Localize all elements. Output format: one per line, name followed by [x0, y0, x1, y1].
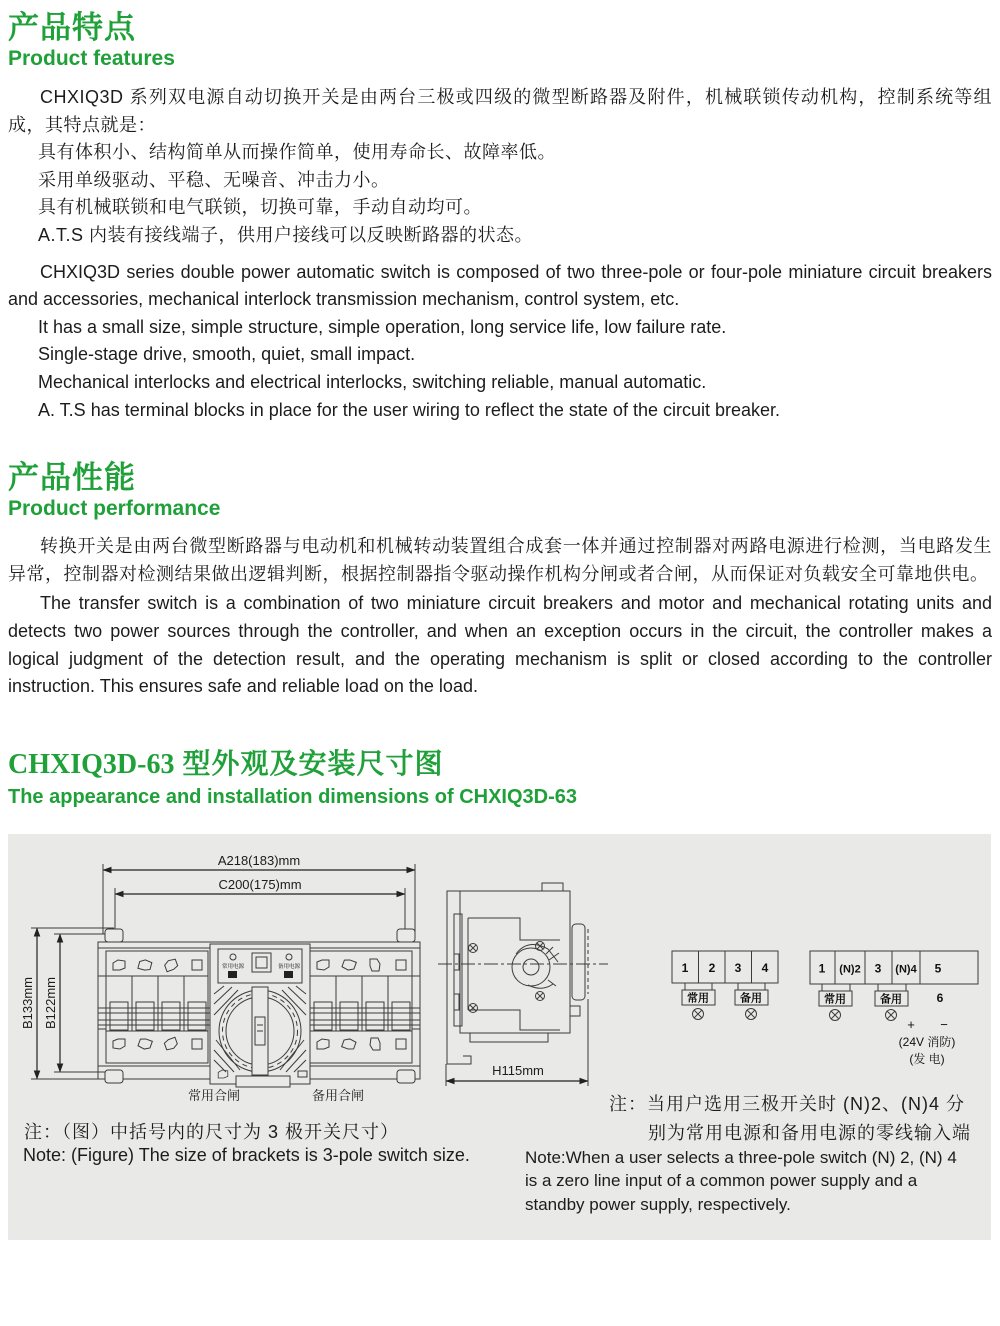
indicator-mark — [228, 971, 237, 978]
terminal-cell-6: 6 — [936, 990, 944, 1005]
performance-title-en: Product performance — [8, 497, 221, 521]
indicator-label-normal: 常用电源 — [221, 963, 245, 970]
dimensions-title-zh — [8, 747, 992, 782]
indicator-label-standby: 备用电源 — [277, 963, 301, 970]
terminal-block-a — [672, 951, 778, 1020]
terminal-label-normal: 常用 — [824, 993, 846, 1006]
features-intro-zh: CHXIQ3D 系列双电源自动切换开关是由两台三极或四级的微型断路器及附件，机械联锁传动机构，控制系统等组成，其特点就是： — [8, 87, 992, 135]
note-right-zh-line2: 别为常用电源和备用电源的零线输入端 — [648, 1122, 971, 1143]
performance-body-zh: 转换开关是由两台微型断路器与电动机和机械转动装置组合成套一体并通过控制器对两路电源进行检测，当电路发生异常，控制器对检测结果做出逻辑判断，根据控制器指令驱动操作机构分闸或者合闸，从而保证对负载安全可靠地供电。 — [8, 536, 992, 584]
section-dimensions — [8, 747, 992, 809]
terminal-cell: 3 — [734, 960, 742, 975]
note-right-en: Note:When a user selects a three-pole switch (N) 2, (N) 4 is a zero line input of a common power supply and a standby power supply, respectively. — [525, 1147, 957, 1214]
dim-b133-label: B133mm — [20, 976, 35, 1029]
features-bullet-zh: 具有体积小、结构简单从而操作简单，使用寿命长、故障率低。 — [38, 142, 556, 163]
terminal-label-standby: 备用 — [740, 992, 762, 1005]
features-intro-en: CHXIQ3D series double power automatic switch is composed of two three-pole or four-pole miniature circuit breakers and accessories, mechanical interlock transmission mechanism, control system, etc. — [8, 261, 992, 310]
note-left-zh: 注：（图）中括号内的尺寸为 3 极开关尺寸） — [24, 1121, 400, 1142]
dimensions-title-en: The appearance and installation dimensions of CHXIQ3D-63 — [8, 785, 578, 808]
dimension-diagram-panel — [8, 834, 991, 1240]
breaker-bank-right — [308, 951, 420, 1063]
terminal-cell: 4 — [761, 960, 769, 975]
transfer-mechanism-module — [210, 944, 310, 1087]
screw-icon — [469, 941, 545, 1012]
terminal-cell: 1 — [818, 961, 826, 976]
generator-label: (发 电) — [909, 1051, 945, 1066]
fire-24v-label: (24V 消防) — [898, 1034, 956, 1049]
front-view-drawing — [20, 853, 420, 1103]
terminal-cell: (N)4 — [895, 963, 917, 976]
performance-title-zh: 产品性能 — [8, 460, 136, 496]
features-bullet-en: Single-stage drive, smooth, quiet, small impact. — [38, 344, 416, 365]
label-normal-closing: 常用合闸 — [187, 1087, 241, 1103]
lamp-icon — [693, 1008, 704, 1019]
plus-sign: + — [907, 1016, 915, 1032]
mounting-clip — [105, 1070, 123, 1083]
mounting-clip — [105, 929, 123, 942]
features-bullet-en: A. T.S has terminal blocks in place for the user wiring to reflect the state of the circuit breaker. — [38, 399, 781, 420]
features-bullet-en: It has a small size, simple structure, simple operation, long service life, low failure rate. — [38, 316, 727, 337]
note-right-zh-line1: 注：当用户选用三极开关时 (N)2、(N)4 分 — [609, 1093, 965, 1114]
features-bullet-en: Mechanical interlocks and electrical interlocks, switching reliable, manual automatic. — [38, 371, 707, 392]
features-title-en: Product features — [8, 47, 175, 70]
lamp-icon — [830, 1009, 841, 1020]
latch-mechanism — [512, 948, 550, 986]
dim-a-label: A218(183)mm — [217, 852, 301, 868]
section-product-performance — [8, 460, 992, 701]
features-bullet-zh: A.T.S 内装有接线端子，供用户接线可以反映断路器的状态。 — [38, 224, 534, 245]
lamp-icon — [746, 1008, 757, 1019]
section-product-features — [8, 10, 992, 424]
minus-sign: − — [940, 1016, 948, 1032]
features-bullet-zh: 采用单级驱动、平稳、无噪音、冲击力小。 — [38, 169, 390, 190]
side-view-drawing — [438, 883, 608, 1086]
dim-h-label: H115mm — [492, 1062, 544, 1078]
terminal-cell: 1 — [681, 960, 689, 975]
terminal-label-standby: 备用 — [880, 993, 902, 1006]
terminal-cell: 3 — [874, 961, 882, 976]
terminal-cell: (N)2 — [839, 963, 861, 976]
dimensions-title-zh-rest: 型外观及安装尺寸图 — [182, 747, 444, 779]
dim-c-label: C200(175)mm — [218, 876, 302, 892]
note-left-en: Note: (Figure) The size of brackets is 3-pole switch size. — [23, 1144, 470, 1165]
lamp-icon — [886, 1009, 897, 1020]
label-standby-closing: 备用合闸 — [311, 1087, 365, 1103]
terminal-label-normal: 常用 — [687, 992, 709, 1005]
mounting-clip — [397, 929, 415, 942]
breaker-bank-left — [98, 951, 212, 1063]
dim-b122-label: B122mm — [43, 976, 58, 1029]
mounting-clip — [397, 1070, 415, 1083]
performance-body-en: The transfer switch is a combination of two miniature circuit breakers and motor and mechanical rotating units and detects two power sources through the controller, and when an exception occurs in the circuit, the controller makes a logical judgment of the detection result, and the operating mechanism is split or closed according to the controller instruction. This ensures safe and reliable load on the load. — [8, 593, 992, 697]
terminal-cell: 5 — [934, 961, 942, 976]
features-title-zh: 产品特点 — [8, 10, 136, 45]
terminal-block-b — [810, 951, 978, 1066]
terminal-cell: 2 — [708, 960, 716, 975]
dimensions-model: CHXIQ3D-63 — [8, 748, 175, 780]
features-bullet-zh: 具有机械联锁和电气联锁，切换可靠，手动自动均可。 — [38, 197, 482, 218]
indicator-mark — [284, 971, 293, 978]
